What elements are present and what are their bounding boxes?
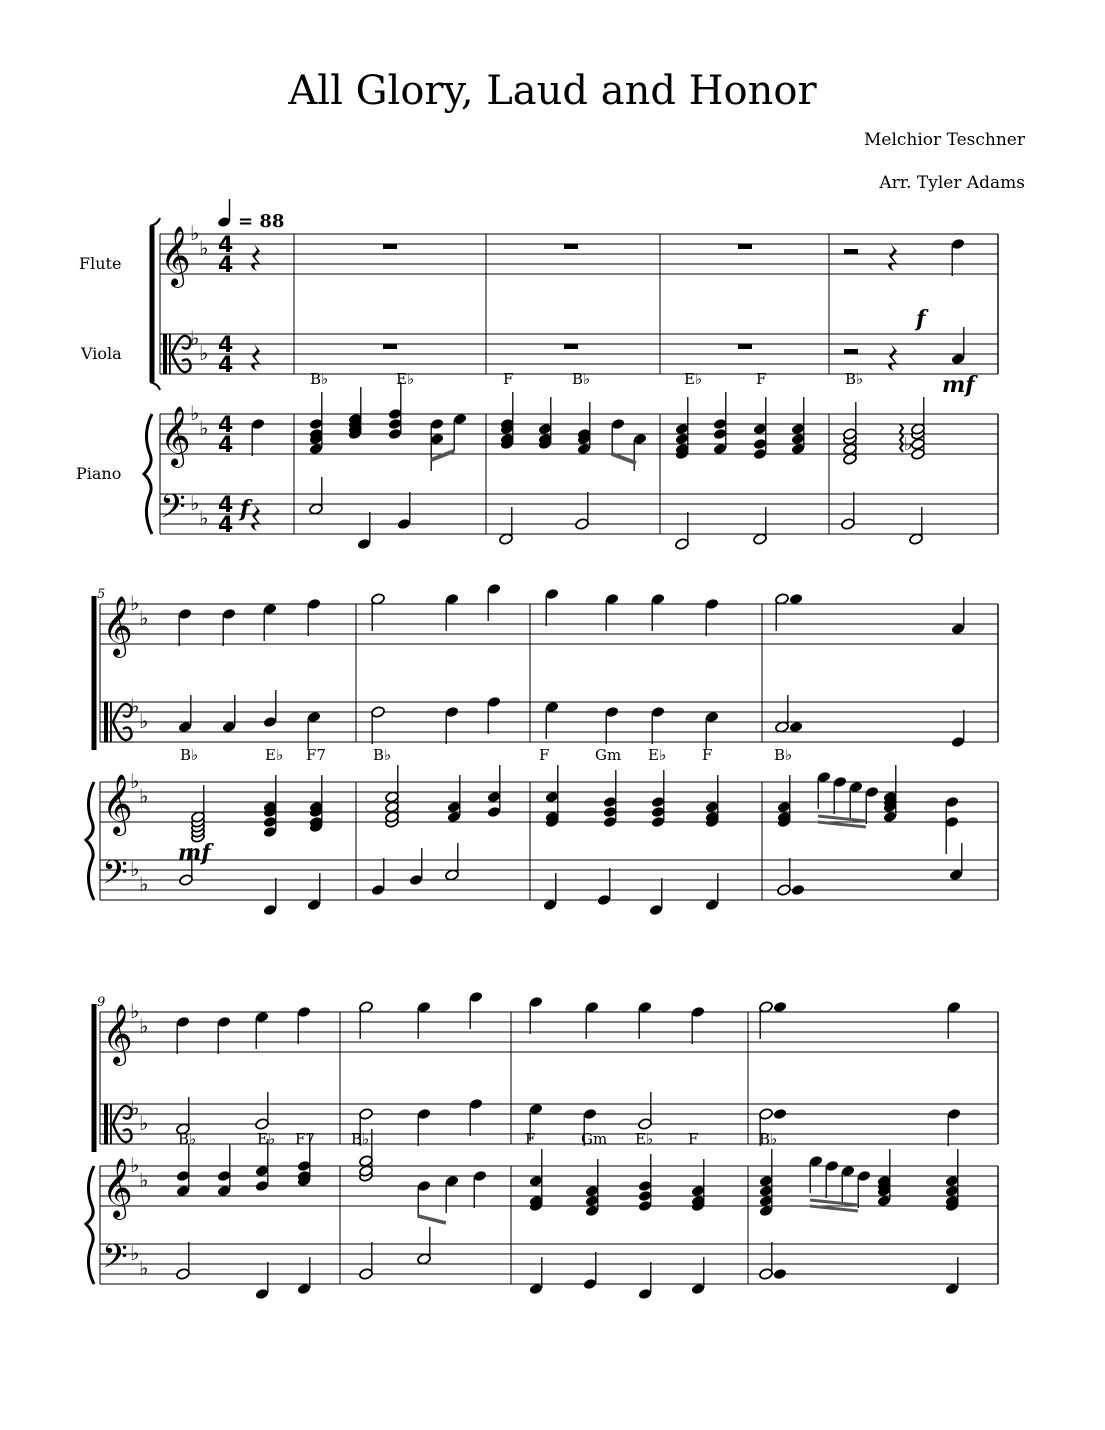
flat-icon: ♭	[190, 491, 200, 515]
notehead	[263, 904, 278, 917]
notehead	[603, 796, 618, 809]
notehead	[951, 623, 966, 636]
notehead	[791, 423, 806, 436]
chord-symbol: Gm	[581, 1130, 608, 1148]
whole-rest	[738, 244, 752, 249]
notehead	[675, 538, 690, 551]
notehead	[791, 884, 806, 897]
alto-clef-icon	[104, 1104, 108, 1144]
chord-symbol: E♭	[396, 370, 415, 388]
flat-icon: ♭	[130, 1096, 140, 1120]
notehead	[297, 1283, 312, 1296]
notehead	[585, 1001, 600, 1014]
notehead	[951, 353, 966, 366]
notehead	[583, 1108, 598, 1121]
notehead	[843, 453, 858, 466]
quarter-rest	[888, 244, 898, 271]
notehead	[217, 1016, 232, 1029]
chord-symbol: F	[756, 370, 767, 388]
flat-icon: ♭	[139, 1168, 149, 1192]
flat-icon: ♭	[130, 769, 140, 793]
notehead	[385, 801, 400, 814]
notehead	[809, 1155, 824, 1168]
instrument-label-flute: Flute	[79, 254, 122, 273]
flat-icon: ♭	[199, 236, 209, 260]
notehead	[705, 801, 720, 814]
notehead	[487, 806, 502, 819]
notehead	[577, 443, 592, 456]
notehead	[705, 899, 720, 912]
beam	[418, 1216, 446, 1223]
notehead	[911, 448, 926, 461]
instrument-label-piano: Piano	[76, 464, 122, 483]
chord-symbol: F	[503, 370, 514, 388]
chord-symbol: B♭	[180, 746, 199, 764]
notehead	[529, 1283, 544, 1296]
chord-symbol: E♭	[265, 746, 284, 764]
notehead	[263, 816, 278, 829]
notehead	[705, 711, 720, 724]
bass-clef-icon: 𝄢	[102, 1238, 128, 1284]
alto-clef-icon	[104, 702, 108, 742]
quarter-rest	[251, 504, 261, 531]
notehead	[649, 904, 664, 917]
notehead	[545, 588, 560, 601]
whole-rest	[383, 344, 397, 349]
notehead	[691, 1006, 706, 1019]
time-signature-bottom: 4	[218, 253, 234, 278]
notehead	[297, 1160, 312, 1173]
notehead	[791, 433, 806, 446]
notehead	[789, 721, 804, 734]
time-signature-bottom: 4	[218, 353, 234, 378]
notehead	[445, 1175, 460, 1188]
notehead	[675, 433, 690, 446]
notehead	[753, 533, 768, 546]
notehead	[178, 721, 193, 734]
notehead	[947, 1108, 962, 1121]
chord-symbol: E♭	[257, 1130, 276, 1148]
chord-symbol: E♭	[648, 746, 667, 764]
notehead	[877, 1195, 892, 1208]
chord-symbol: F7	[306, 746, 326, 764]
notehead	[833, 776, 848, 789]
flat-icon: ♭	[130, 857, 140, 881]
notehead	[487, 791, 502, 804]
notehead	[583, 1278, 598, 1291]
notehead	[430, 433, 445, 446]
piano-brace	[86, 782, 94, 900]
notehead	[605, 706, 620, 719]
tempo-text: = 88	[238, 211, 285, 232]
measure-number: 9	[97, 995, 106, 1010]
treble-clef-icon: 𝄞	[102, 1004, 133, 1064]
chord-symbol: B♭	[178, 1130, 197, 1148]
notehead	[945, 796, 960, 809]
notehead	[263, 826, 278, 839]
flat-icon: ♭	[139, 1014, 149, 1038]
alto-clef-icon	[163, 334, 167, 374]
dynamic-f-piano: f	[240, 496, 250, 522]
notehead	[359, 1108, 374, 1121]
flat-icon: ♭	[139, 1111, 149, 1135]
notehead	[713, 418, 728, 431]
half-rest	[844, 349, 858, 354]
notehead	[473, 1170, 488, 1183]
notehead	[263, 603, 278, 616]
notehead	[791, 443, 806, 456]
notehead	[385, 791, 400, 804]
notehead	[753, 448, 768, 461]
chord-symbol: F	[539, 746, 550, 764]
notehead	[487, 583, 502, 596]
notehead	[651, 796, 666, 809]
notehead	[417, 1253, 432, 1266]
flat-icon: ♭	[130, 1153, 140, 1177]
notehead	[575, 518, 590, 531]
notehead	[705, 598, 720, 611]
notehead	[255, 1118, 270, 1131]
notehead	[759, 1185, 774, 1198]
flat-icon: ♭	[190, 221, 200, 245]
treble-clef-icon: 𝄞	[102, 774, 133, 834]
notehead	[255, 1288, 270, 1301]
notehead	[445, 706, 460, 719]
notehead	[759, 1205, 774, 1218]
notation	[97, 221, 978, 1300]
notehead	[307, 598, 322, 611]
notehead	[585, 1195, 600, 1208]
notehead	[179, 874, 194, 887]
quarter-rest	[251, 344, 261, 371]
dynamic-f-flute: f	[916, 306, 926, 332]
notehead	[843, 443, 858, 456]
notehead	[397, 518, 412, 531]
notehead	[638, 1200, 653, 1213]
notehead	[388, 428, 403, 441]
notehead	[357, 538, 372, 551]
time-signature-top: 4	[218, 333, 234, 358]
chord-symbol: B♭	[572, 370, 591, 388]
flat-icon: ♭	[130, 591, 140, 615]
notehead	[603, 816, 618, 829]
whole-rest	[564, 244, 578, 249]
flat-icon: ♭	[139, 606, 149, 630]
piano-brace	[144, 414, 152, 534]
notehead	[753, 438, 768, 451]
notehead	[651, 593, 666, 606]
alto-clef-icon	[110, 1104, 112, 1144]
notehead	[430, 418, 445, 431]
notehead	[638, 1190, 653, 1203]
time-signature-top: 4	[218, 413, 234, 438]
notehead	[176, 1170, 191, 1183]
notehead	[585, 1185, 600, 1198]
notehead	[222, 608, 237, 621]
beam	[810, 1200, 858, 1205]
notehead	[371, 884, 386, 897]
notehead	[217, 1170, 232, 1183]
notehead	[529, 1103, 544, 1116]
quarter-rest	[251, 244, 261, 271]
notehead	[759, 1108, 774, 1121]
flat-icon: ♭	[130, 1241, 140, 1265]
notehead	[417, 1108, 432, 1121]
chord-symbol: Gm	[595, 746, 622, 764]
notehead	[255, 1011, 270, 1024]
notehead	[371, 706, 386, 719]
notehead	[255, 1180, 270, 1193]
notehead	[585, 1205, 600, 1218]
notehead	[545, 701, 560, 714]
time-signature-top: 4	[218, 493, 234, 518]
treble-clef-icon: 𝄞	[160, 226, 191, 286]
notehead	[388, 408, 403, 421]
notehead	[222, 721, 237, 734]
notehead	[529, 1175, 544, 1188]
notehead	[759, 1195, 774, 1208]
notehead	[759, 1175, 774, 1188]
notehead	[297, 1006, 312, 1019]
notehead	[529, 996, 544, 1009]
time-signature-bottom: 4	[218, 433, 234, 458]
notehead	[611, 418, 626, 431]
composer-credit: Melchior Teschner	[864, 130, 1025, 150]
arranger-credit: Arr. Tyler Adams	[879, 173, 1025, 193]
notehead	[447, 801, 462, 814]
beam	[431, 451, 454, 460]
notehead	[909, 533, 924, 546]
notehead	[359, 1155, 374, 1168]
flat-icon: ♭	[190, 326, 200, 350]
notehead	[178, 608, 193, 621]
notehead	[775, 593, 790, 606]
chord-symbol: B♭	[774, 746, 793, 764]
chord-symbol: B♭	[759, 1130, 778, 1148]
notehead	[263, 716, 278, 729]
alto-clef-icon	[169, 334, 171, 374]
notehead	[499, 533, 514, 546]
notehead	[307, 899, 322, 912]
beam	[612, 454, 636, 463]
notehead	[545, 791, 560, 804]
notehead	[825, 1160, 840, 1173]
notehead	[255, 1165, 270, 1178]
notehead	[388, 418, 403, 431]
notehead	[638, 1288, 653, 1301]
notehead	[307, 711, 322, 724]
notehead	[775, 721, 790, 734]
notehead	[359, 1001, 374, 1014]
chord-symbol: B♭	[310, 370, 329, 388]
chord-symbol: B♭	[373, 746, 392, 764]
notehead	[469, 991, 484, 1004]
notehead	[773, 1108, 788, 1121]
notehead	[949, 869, 964, 882]
notehead	[945, 1185, 960, 1198]
notehead	[945, 1283, 960, 1296]
notehead	[453, 413, 468, 426]
beam	[818, 822, 866, 827]
notehead	[945, 1175, 960, 1188]
notehead	[759, 1268, 774, 1281]
notehead	[777, 884, 792, 897]
beam	[810, 1206, 858, 1211]
treble-clef-icon: 𝄞	[160, 406, 191, 466]
time-signature-bottom: 4	[218, 513, 234, 538]
flat-icon: ♭	[190, 401, 200, 425]
notehead	[417, 1001, 432, 1014]
score-title: All Glory, Laud and Honor	[288, 68, 817, 114]
notehead	[633, 433, 648, 446]
notehead	[841, 518, 856, 531]
notehead	[251, 418, 266, 431]
alto-clef-icon	[110, 702, 112, 742]
notehead	[945, 816, 960, 829]
quarter-rest	[888, 344, 898, 371]
bass-clef-icon: 𝄢	[160, 488, 186, 534]
time-signature-top: 4	[218, 233, 234, 258]
instrument-label-viola: Viola	[81, 344, 122, 363]
treble-clef-icon: 𝄞	[102, 596, 133, 656]
notehead	[417, 1180, 432, 1193]
notehead	[445, 593, 460, 606]
notehead	[789, 593, 804, 606]
notehead	[651, 816, 666, 829]
notehead	[638, 1118, 653, 1131]
flat-icon: ♭	[130, 999, 140, 1023]
notehead	[638, 1001, 653, 1014]
notehead	[309, 443, 324, 456]
notehead	[773, 1001, 788, 1014]
half-rest	[844, 249, 858, 254]
notehead	[605, 593, 620, 606]
flat-icon: ♭	[139, 784, 149, 808]
notehead	[447, 811, 462, 824]
arpeggio-icon	[900, 424, 903, 452]
notehead	[445, 869, 460, 882]
notehead	[651, 706, 666, 719]
notehead	[911, 438, 926, 451]
whole-rest	[383, 244, 397, 249]
dynamic-mf-piano: mf	[178, 840, 211, 866]
notehead	[176, 1016, 191, 1029]
chord-symbol: F	[525, 1130, 536, 1148]
flat-icon: ♭	[130, 694, 140, 718]
chord-symbol: B♭	[845, 370, 864, 388]
piano-brace	[86, 1166, 94, 1284]
measure-number: 5	[97, 587, 106, 602]
flat-icon: ♭	[199, 416, 209, 440]
notehead	[409, 874, 424, 887]
notehead	[841, 1165, 856, 1178]
notehead	[651, 806, 666, 819]
notehead	[759, 1001, 774, 1014]
notehead	[638, 1180, 653, 1193]
notehead	[817, 771, 832, 784]
flat-icon: ♭	[199, 341, 209, 365]
notehead	[176, 1185, 191, 1198]
notehead	[217, 1185, 232, 1198]
chord-symbol: B♭	[351, 1130, 370, 1148]
chord-symbol: F	[702, 746, 713, 764]
notehead	[857, 1170, 872, 1183]
notehead	[371, 593, 386, 606]
notehead	[597, 894, 612, 907]
notehead	[951, 736, 966, 749]
notehead	[713, 443, 728, 456]
notehead	[675, 423, 690, 436]
notehead	[753, 423, 768, 436]
notehead	[543, 899, 558, 912]
notehead	[487, 696, 502, 709]
notehead	[849, 781, 864, 794]
bass-clef-icon: 𝄢	[102, 854, 128, 900]
flat-icon: ♭	[139, 709, 149, 733]
treble-clef-icon: 𝄞	[102, 1158, 133, 1218]
notehead	[538, 423, 553, 436]
notehead	[359, 1268, 374, 1281]
flat-icon: ♭	[199, 506, 209, 530]
notehead	[691, 1283, 706, 1296]
chord-symbol: F7	[295, 1130, 315, 1148]
notehead	[691, 1185, 706, 1198]
flat-icon: ♭	[139, 872, 149, 896]
tempo-marking	[217, 199, 284, 232]
dynamic-mf-viola: mf	[942, 372, 975, 398]
notehead	[951, 238, 966, 251]
notehead	[865, 786, 880, 799]
chord-symbol: F	[688, 1130, 699, 1148]
flat-icon: ♭	[139, 1256, 149, 1280]
flat-icon: ♭	[904, 434, 913, 455]
whole-rest	[564, 344, 578, 349]
chord-symbol: E♭	[684, 370, 703, 388]
notehead	[469, 1098, 484, 1111]
notehead	[713, 428, 728, 441]
notehead	[603, 806, 618, 819]
notehead	[777, 801, 792, 814]
chord-symbol: E♭	[635, 1130, 654, 1148]
whole-rest	[738, 344, 752, 349]
notehead	[947, 1001, 962, 1014]
beam	[818, 816, 866, 821]
notehead	[883, 811, 898, 824]
notehead	[309, 418, 324, 431]
notehead	[773, 1268, 788, 1281]
notehead	[176, 1268, 191, 1281]
notehead	[309, 503, 324, 516]
